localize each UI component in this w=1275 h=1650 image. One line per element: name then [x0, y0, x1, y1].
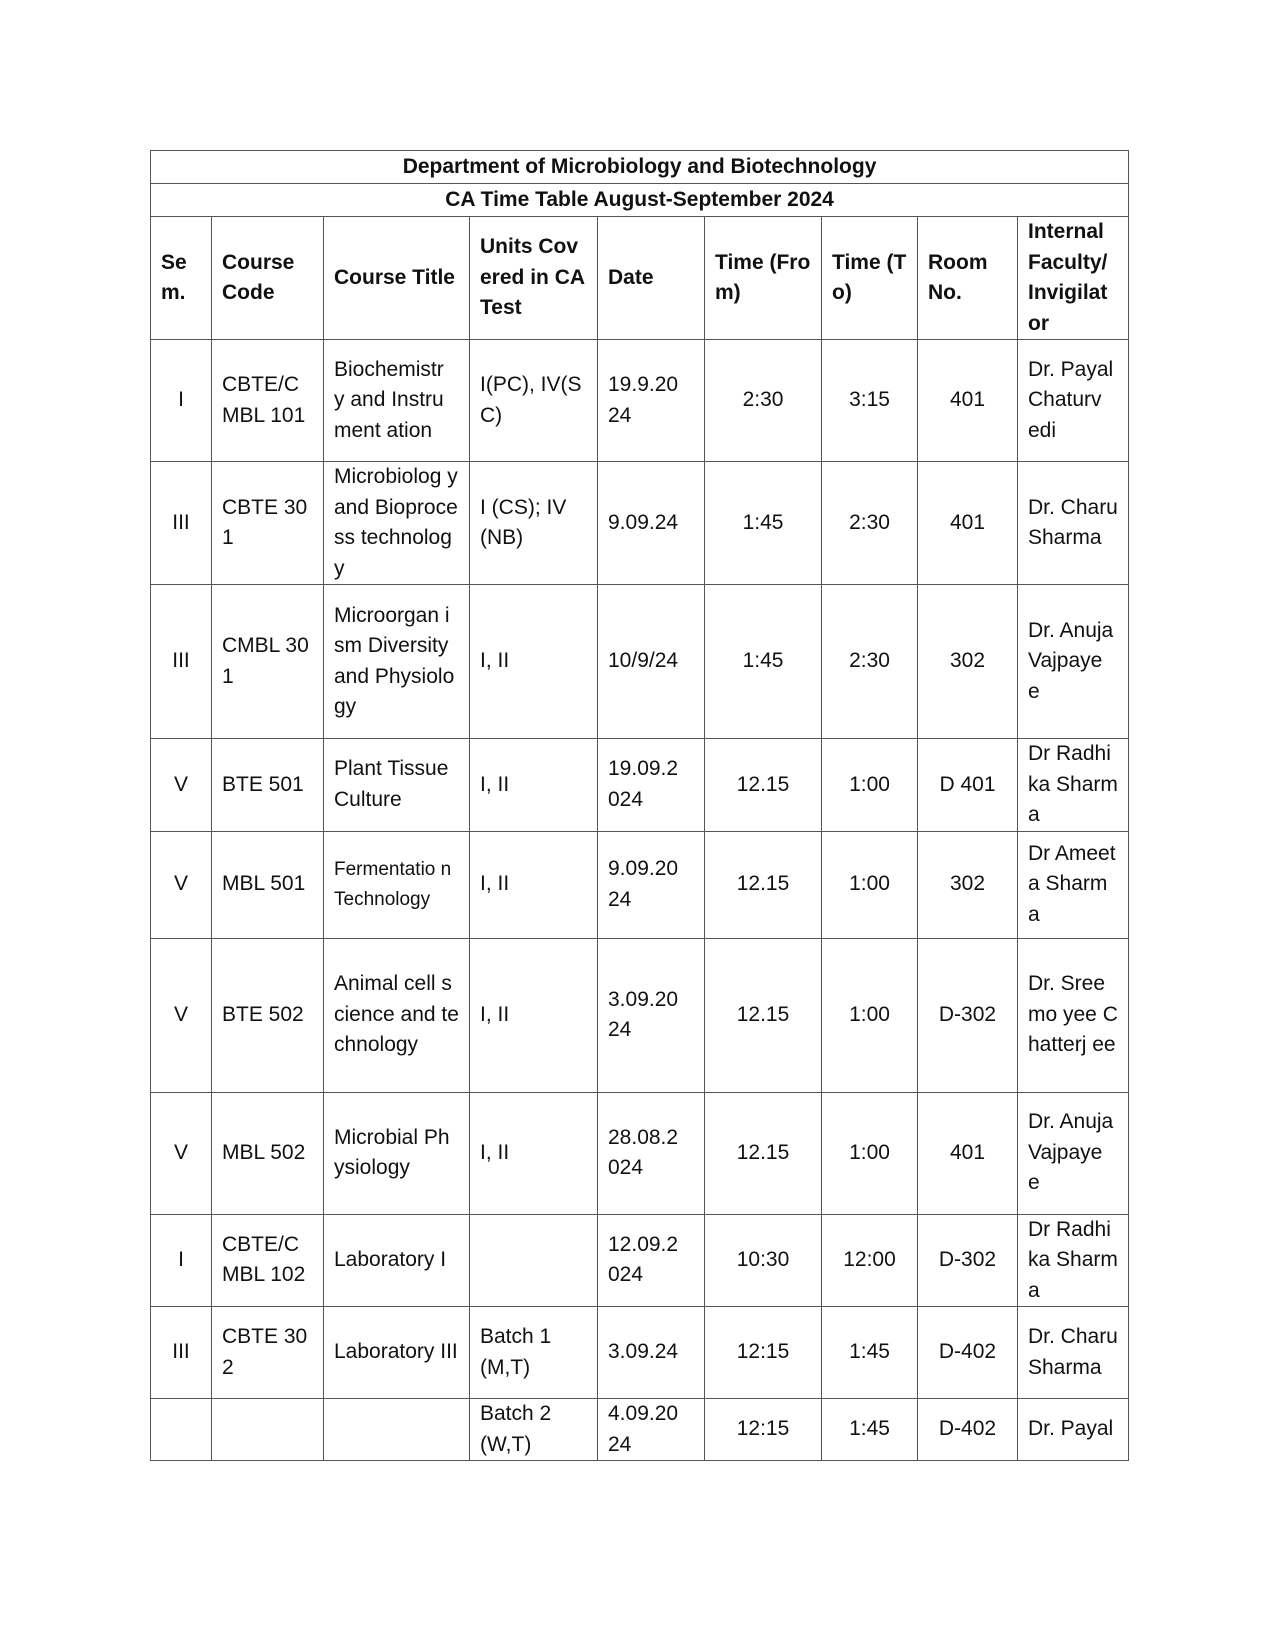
cell-faculty: Dr. Payal Chaturv edi: [1018, 340, 1129, 462]
cell-units: I, II: [470, 1092, 598, 1214]
header-course-title: Course Title: [324, 217, 470, 340]
cell-sem: V: [151, 938, 212, 1092]
table-row: [151, 1307, 1129, 1399]
cell-room: D-402: [918, 1399, 1018, 1461]
ca-timetable: [150, 150, 1129, 1461]
cell-sem: III: [151, 585, 212, 739]
cell-sem: III: [151, 462, 212, 585]
cell-from: 12.15: [705, 1092, 822, 1214]
cell-units: I, II: [470, 831, 598, 938]
cell-units: I, II: [470, 739, 598, 832]
cell-sem: I: [151, 1214, 212, 1307]
cell-title: [324, 1399, 470, 1461]
cell-from: 12.15: [705, 938, 822, 1092]
cell-code: CBTE 302: [212, 1307, 324, 1399]
cell-sem: V: [151, 739, 212, 832]
cell-title: Biochemistr y and Instrument ation: [324, 340, 470, 462]
cell-title: Plant Tissue Culture: [324, 739, 470, 832]
cell-title: Microbiolog y and Bioprocess technology: [324, 462, 470, 585]
cell-from: 12.15: [705, 831, 822, 938]
cell-title: Microbial Physiology: [324, 1092, 470, 1214]
cell-faculty: Dr. Anuja Vajpaye e: [1018, 1092, 1129, 1214]
cell-faculty: Dr. Charu Sharma: [1018, 462, 1129, 585]
cell-date: 4.09.20 24: [598, 1399, 705, 1461]
cell-faculty: Dr. Payal: [1018, 1399, 1129, 1461]
cell-faculty: Dr Radhika Sharma: [1018, 739, 1129, 832]
cell-title: Laboratory III: [324, 1307, 470, 1399]
cell-date: 9.09.24: [598, 462, 705, 585]
cell-code: MBL 501: [212, 831, 324, 938]
cell-code: [212, 1399, 324, 1461]
cell-from: 12:15: [705, 1399, 822, 1461]
table-row: [151, 831, 1129, 938]
department-title: Department of Microbiology and Biotechnology: [151, 151, 1129, 184]
subtitle-row: [151, 184, 1129, 217]
timetable-title: CA Time Table August-September 2024: [151, 184, 1129, 217]
cell-title: Animal cell science and technology: [324, 938, 470, 1092]
cell-faculty: Dr. Anuja Vajpaye e: [1018, 585, 1129, 739]
cell-sem: V: [151, 831, 212, 938]
cell-room: D-402: [918, 1307, 1018, 1399]
cell-to: 1:45: [822, 1307, 918, 1399]
header-faculty: Internal Faculty/ Invigilat or: [1018, 217, 1129, 340]
department-row: [151, 151, 1129, 184]
cell-room: 302: [918, 585, 1018, 739]
cell-title: Microorgan ism Diversity and Physiology: [324, 585, 470, 739]
cell-date: 19.9.20 24: [598, 340, 705, 462]
cell-units: Batch 2 (W,T): [470, 1399, 598, 1461]
cell-title: Fermentatio n Technology: [324, 831, 470, 938]
cell-units: I, II: [470, 938, 598, 1092]
table-row: [151, 739, 1129, 832]
cell-room: 401: [918, 340, 1018, 462]
cell-code: BTE 502: [212, 938, 324, 1092]
cell-code: CMBL 301: [212, 585, 324, 739]
cell-to: 1:45: [822, 1399, 918, 1461]
cell-from: 12:15: [705, 1307, 822, 1399]
cell-to: 2:30: [822, 462, 918, 585]
header-time-from: Time (From): [705, 217, 822, 340]
table-row: [151, 1214, 1129, 1307]
cell-to: 2:30: [822, 585, 918, 739]
cell-sem: V: [151, 1092, 212, 1214]
cell-to: 1:00: [822, 1092, 918, 1214]
cell-faculty: Dr Ameeta Sharma: [1018, 831, 1129, 938]
cell-to: 3:15: [822, 340, 918, 462]
cell-code: CBTE 301: [212, 462, 324, 585]
cell-from: 10:30: [705, 1214, 822, 1307]
cell-to: 1:00: [822, 739, 918, 832]
cell-room: 401: [918, 1092, 1018, 1214]
header-course-code: Course Code: [212, 217, 324, 340]
cell-faculty: Dr Radhika Sharma: [1018, 1214, 1129, 1307]
cell-date: 12.09.2 024: [598, 1214, 705, 1307]
cell-units: I, II: [470, 585, 598, 739]
cell-date: 28.08.2 024: [598, 1092, 705, 1214]
table-body: [151, 340, 1129, 1461]
cell-sem: III: [151, 1307, 212, 1399]
cell-title: Laboratory I: [324, 1214, 470, 1307]
cell-faculty: Dr. Charu Sharma: [1018, 1307, 1129, 1399]
cell-date: 19.09.2 024: [598, 739, 705, 832]
table-row: [151, 462, 1129, 585]
header-row: [151, 217, 1129, 340]
cell-units: I (CS); IV (NB): [470, 462, 598, 585]
header-sem: Se m.: [151, 217, 212, 340]
cell-code: CBTE/C MBL 102: [212, 1214, 324, 1307]
header-room: Room No.: [918, 217, 1018, 340]
cell-units: Batch 1 (M,T): [470, 1307, 598, 1399]
cell-sem: [151, 1399, 212, 1461]
cell-to: 12:00: [822, 1214, 918, 1307]
cell-faculty: Dr. Sreemo yee Chatterj ee: [1018, 938, 1129, 1092]
cell-room: D-302: [918, 1214, 1018, 1307]
cell-from: 12.15: [705, 739, 822, 832]
cell-to: 1:00: [822, 938, 918, 1092]
cell-code: MBL 502: [212, 1092, 324, 1214]
cell-from: 1:45: [705, 585, 822, 739]
table-row: [151, 938, 1129, 1092]
cell-from: 2:30: [705, 340, 822, 462]
cell-code: BTE 501: [212, 739, 324, 832]
cell-code: CBTE/C MBL 101: [212, 340, 324, 462]
cell-date: 9.09.20 24: [598, 831, 705, 938]
cell-date: 3.09.24: [598, 1307, 705, 1399]
cell-room: 302: [918, 831, 1018, 938]
table-row: [151, 1092, 1129, 1214]
cell-room: D 401: [918, 739, 1018, 832]
cell-room: D-302: [918, 938, 1018, 1092]
table-row: [151, 340, 1129, 462]
header-time-to: Time (To): [822, 217, 918, 340]
header-date: Date: [598, 217, 705, 340]
cell-date: 3.09.20 24: [598, 938, 705, 1092]
cell-to: 1:00: [822, 831, 918, 938]
cell-from: 1:45: [705, 462, 822, 585]
cell-date: 10/9/24: [598, 585, 705, 739]
cell-units: [470, 1214, 598, 1307]
cell-room: 401: [918, 462, 1018, 585]
cell-units: I(PC), IV(SC): [470, 340, 598, 462]
table-row: [151, 585, 1129, 739]
cell-sem: I: [151, 340, 212, 462]
header-units: Units Covered in CA Test: [470, 217, 598, 340]
table-row: [151, 1399, 1129, 1461]
